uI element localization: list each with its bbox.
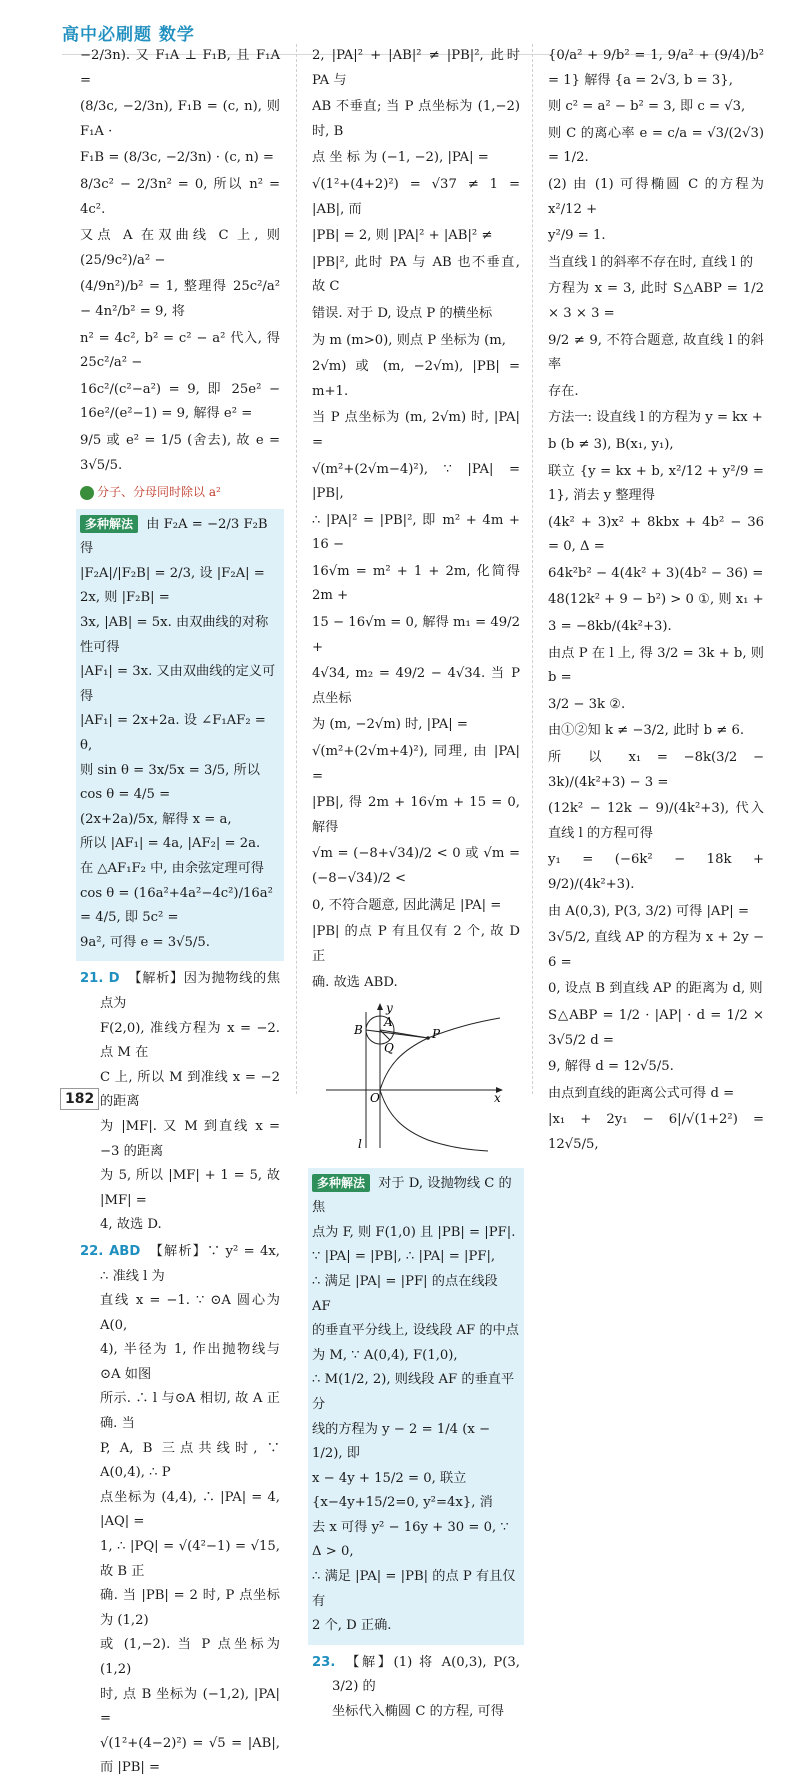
- text-line: 对于 D, 设抛物线 C 的焦: [312, 1175, 512, 1216]
- text-line: 0, 设点 B 到直线 AP 的距离为 d, 则: [548, 981, 763, 997]
- question-number: 23.: [312, 1654, 336, 1670]
- text-line: |AF₁| = 2x+2a. 设 ∠F₁AF₂ = θ,: [80, 713, 266, 754]
- text-line: |AF₁| = 3x. 又由双曲线的定义可得: [80, 664, 276, 704]
- book-title: 高中必刷题 数学: [62, 25, 195, 45]
- label-y: y: [386, 1001, 393, 1015]
- text-line: √m = (−8+√34)/2 < 0 或 √m = (−8−√34)/2 <: [312, 846, 520, 886]
- text-line: y²/9 = 1.: [548, 228, 606, 244]
- text-line: 错误. 对于 D, 设点 P 的横坐标: [312, 305, 493, 321]
- solution-22-continued: [312, 44, 520, 996]
- text-line: √(m²+(2√m+4)²), 同理, 由 |PA| =: [312, 744, 520, 784]
- text-line: √(m²+(2√m−4)²), ∵ |PA| = |PB|,: [312, 461, 520, 502]
- point-P: [426, 1036, 430, 1040]
- text-line: 由①②知 k ≠ −3/2, 此时 b ≠ 6.: [548, 723, 745, 739]
- text-line: 2√m) 或 (m, −2√m), |PB| = m+1.: [312, 359, 520, 399]
- text-line: F₁B = (8/3c, −2/3n) · (c, n) =: [80, 150, 274, 166]
- text-line: 所 以 x₁ = −8k(3/2 − 3k)/(4k²+3) − 3 =: [548, 750, 764, 790]
- text-line: ∴ |PA|² = |PB|², 即 m² + 4m + 16 −: [312, 512, 520, 553]
- lightbulb-icon: [80, 486, 94, 500]
- text-line: 的垂直平分线上, 设线段 AF 的中点: [312, 1323, 519, 1339]
- text-line: 3√5/2, 直线 AP 的方程为 x + 2y − 6 =: [548, 930, 764, 970]
- text-line: {0/a² + 9/b² = 1, 9/a² + (9/4)/b² = 1} 解得 {a = 2√3, b = 3},: [548, 48, 764, 88]
- question-23: [312, 1651, 520, 1725]
- text-line: 4√34, m₂ = 49/2 − 4√34. 当 P 点坐标: [312, 666, 520, 706]
- text-line: 或 (1,−2). 当 P 点坐标为 (1,2): [100, 1637, 280, 1677]
- label-B: B: [354, 1022, 363, 1037]
- text-line: 【解析】∵ y² = 4x, ∴ 准线 l 为: [100, 1243, 280, 1284]
- text-line: |PB|², 此时 PA 与 AB 也不垂直, 故 C: [312, 254, 520, 295]
- text-line: ∴ 满足 |PA| = |PB| 的点 P 有且仅有: [312, 1569, 516, 1609]
- text-line: 3x, |AB| = 5x. 由双曲线的对称性可得: [80, 615, 269, 655]
- text-line: |PB| 的点 P 有且仅有 2 个, 故 D 正: [312, 924, 520, 964]
- column-divider: [296, 44, 297, 1094]
- text-line: 去 x 可得 y² − 16y + 30 = 0, ∵ Δ > 0,: [312, 1519, 509, 1560]
- text-line: 9/5 或 e² = 1/5 (舍去), 故 e = 3√5/5.: [80, 432, 280, 473]
- text-line: ∴ M(1/2, 2), 则线段 AF 的垂直平分: [312, 1372, 515, 1412]
- column-3: [548, 44, 764, 1160]
- text-line: 9, 解得 d = 12√5/5.: [548, 1059, 674, 1075]
- text-line: 3/2 − 3k ②.: [548, 696, 626, 712]
- solution-23-continued: [548, 44, 764, 1158]
- text-line: AB 不垂直; 当 P 点坐标为 (1,−2) 时, B: [312, 99, 520, 139]
- text-line: √(1²+(4−2)²) = √5 = |AB|, 而 |PB| =: [100, 1735, 280, 1776]
- question-21: [80, 967, 280, 1238]
- column-2: [312, 44, 520, 1727]
- hint-text: 分子、分母同时除以 a²: [97, 485, 221, 500]
- text-line: 当直线 l 的斜率不存在时, 直线 l 的: [548, 254, 754, 270]
- page-number: 182: [60, 1088, 99, 1110]
- text-line: 【解】(1) 将 A(0,3), P(3, 3/2) 的: [332, 1654, 520, 1695]
- text-line: F(2,0), 准线方程为 x = −2. 点 M 在: [100, 1020, 280, 1061]
- parabola-figure: [318, 1002, 508, 1152]
- text-line: 16c²/(c²−a²) = 9, 即 25e² − 16e²/(e²−1) = 9, 解得 e² =: [80, 381, 280, 422]
- text-line: 2 个, D 正确.: [312, 1618, 392, 1634]
- text-line: 15 − 16√m = 0, 解得 m₁ = 49/2 +: [312, 615, 520, 655]
- text-line: 直线 x = −1. ∵ ⊙A 圆心为 A(0,: [100, 1293, 280, 1333]
- text-line: 0, 不符合题意, 因此满足 |PA| =: [312, 897, 502, 913]
- text-line: (2x+2a)/5x, 解得 x = a,: [80, 811, 232, 827]
- text-line: 48(12k² + 9 − b²) > 0 ①, 则 x₁ +: [548, 592, 764, 608]
- label-O: O: [370, 1090, 380, 1105]
- text-line: |x₁ + 2y₁ − 6|/√(1+2²) = 12√5/5,: [548, 1112, 764, 1152]
- text-line: |PB| = 2, 则 |PA|² + |AB|² ≠: [312, 228, 493, 244]
- alt-method-tag: 多种解法: [80, 515, 138, 533]
- text-line: 8/3c² − 2/3n² = 0, 所以 n² = 4c².: [80, 176, 280, 217]
- text-line: 3 = −8kb/(4k²+3).: [548, 619, 672, 635]
- text-line: 4), 半径为 1, 作出抛物线与⊙A 如图: [100, 1342, 280, 1382]
- text-line: 由 A(0,3), P(3, 3/2) 可得 |AP| =: [548, 903, 749, 919]
- text-line: 则 C 的离心率 e = c/a = √3/(2√3) = 1/2.: [548, 125, 764, 166]
- solution-20-continued: [80, 44, 280, 478]
- text-line: 为 M, ∵ A(0,4), F(1,0),: [312, 1347, 458, 1363]
- text-line: 9/2 ≠ 9, 不符合题意, 故直线 l 的斜率: [548, 332, 764, 373]
- text-line: 【解析】因为抛物线的焦点为: [100, 971, 281, 1011]
- text-line: (2) 由 (1) 可得椭圆 C 的方程为 x²/12 +: [548, 176, 764, 217]
- parabola-circle-figure: [318, 1002, 520, 1162]
- text-line: 存在.: [548, 383, 579, 399]
- label-x: x: [494, 1090, 501, 1105]
- text-line: 1, ∴ |PQ| = √(4²−1) = √15, 故 B 正: [100, 1539, 280, 1579]
- text-line: |F₂A|/|F₂B| = 2/3, 设 |F₂A| = 2x, 则 |F₂B| =: [80, 565, 265, 606]
- text-line: 9a², 可得 e = 3√5/5.: [80, 934, 210, 950]
- text-line: 方法一: 设直线 l 的方程为 y = kx +: [548, 410, 763, 426]
- text-line: (8/3c, −2/3n), F₁B = (c, n), 则 F₁A ·: [80, 99, 280, 139]
- alt-method-body: [312, 1176, 519, 1634]
- parabola-lower: [380, 1090, 488, 1151]
- text-line: y₁ = (−6k² − 18k + 9/2)/(4k²+3).: [548, 852, 764, 892]
- alt-method-box: [76, 509, 284, 962]
- text-line: 当 P 点坐标为 (m, 2√m) 时, |PA| =: [312, 410, 520, 450]
- text-line: cos θ = (16a²+4a²−4c²)/16a² = 4/5, 即 5c² =: [80, 885, 273, 926]
- text-line: 点坐标为 (4,4), ∴ |PA| = 4, |AQ| =: [100, 1489, 280, 1530]
- text-line: n² = 4c², b² = c² − a² 代入, 得 25c²/a² −: [80, 330, 280, 371]
- text-line: 点 坐 标 为 (−1, −2), |PA| =: [312, 150, 489, 166]
- text-line: 在 △AF₁F₂ 中, 由余弦定理可得: [80, 861, 264, 876]
- question-22-body: [100, 1244, 280, 1775]
- text-line: 为 m (m>0), 则点 P 坐标为 (m,: [312, 332, 506, 348]
- text-line: 由 F₂A = −2/3 F₂B 得: [80, 516, 268, 557]
- y-axis-arrow: [377, 1003, 383, 1010]
- text-line: 线的方程为 y − 2 = 1/4 (x − 1/2), 即: [312, 1421, 491, 1462]
- text-line: x − 4y + 15/2 = 0, 联立 {x−4y+15/2=0, y²=4x}, 消: [312, 1470, 493, 1511]
- text-line: 所以 |AF₁| = 4a, |AF₂| = 2a.: [80, 836, 261, 852]
- text-line: 所示. ∴ l 与⊙A 相切, 故 A 正确. 当: [100, 1391, 280, 1432]
- text-line: 联立 {y = kx + b, x²/12 + y²/9 = 1}, 消去 y 整理得: [548, 463, 764, 504]
- text-line: −2/3n). 又 F₁A ⊥ F₁B, 且 F₁A =: [80, 48, 280, 88]
- label-l: l: [358, 1136, 362, 1151]
- text-line: 时, 点 B 坐标为 (−1,2), |PA| =: [100, 1686, 280, 1727]
- text-line: 则 c² = a² − b² = 3, 即 c = √3,: [548, 99, 746, 115]
- text-line: 为 5, 所以 |MF| + 1 = 5, 故 |MF| =: [100, 1168, 280, 1208]
- question-21-body: [100, 971, 280, 1232]
- text-line: 16√m = m² + 1 + 2m, 化简得 2m +: [312, 563, 520, 604]
- text-line: S△ABP = 1/2 · |AP| · d = 1/2 × 3√5/2 d =: [548, 1007, 764, 1048]
- text-line: 2, |PA|² + |AB|² ≠ |PB|², 此时 PA 与: [312, 48, 520, 88]
- hint-note: [80, 480, 280, 505]
- text-line: |PB|, 得 2m + 16√m + 15 = 0, 解得: [312, 795, 520, 835]
- text-line: 为 (m, −2√m) 时, |PA| =: [312, 717, 468, 733]
- text-line: ∴ 满足 |PA| = |PF| 的点在线段 AF: [312, 1273, 498, 1314]
- text-line: 方程为 x = 3, 此时 S△ABP = 1/2 × 3 × 3 =: [548, 281, 764, 321]
- label-A: A: [384, 1014, 393, 1029]
- text-line: ∵ |PA| = |PB|, ∴ |PA| = |PF|,: [312, 1249, 496, 1265]
- text-line: b (b ≠ 3), B(x₁, y₁),: [548, 436, 674, 452]
- text-line: 又点 A 在双曲线 C 上, 则 (25/9c²)/a² −: [80, 228, 280, 268]
- text-line: 由点到直线的距离公式可得 d =: [548, 1085, 735, 1101]
- label-Q: Q: [384, 1040, 394, 1055]
- text-line: 由点 P 在 l 上, 得 3/2 = 3k + b, 则 b =: [548, 645, 764, 686]
- alt-method-body: [80, 517, 275, 950]
- alt-method-tag: 多种解法: [312, 1174, 370, 1192]
- text-line: C 上, 所以 M 到准线 x = −2 的距离: [100, 1069, 280, 1110]
- text-line: 点为 F, 则 F(1,0) 且 |PB| = |PF|.: [312, 1224, 516, 1240]
- text-line: 确. 当 |PB| = 2 时, P 点坐标为 (1,2): [100, 1588, 280, 1628]
- text-line: √(1²+(4+2)²) = √37 ≠ 1 = |AB|, 而: [312, 176, 520, 217]
- text-line: P, A, B 三点共线时, ∵ A(0,4), ∴ P: [100, 1440, 280, 1481]
- column-1: [80, 44, 280, 1783]
- column-divider: [532, 44, 533, 1094]
- text-line: 为 |MF|. 又 M 到直线 x = −3 的距离: [100, 1118, 280, 1159]
- question-22: [80, 1240, 280, 1781]
- text-line: (4k² + 3)x² + 8kbx + 4b² − 36 = 0, Δ =: [548, 514, 764, 555]
- question-number: 22. ABD: [80, 1243, 141, 1259]
- text-line: 确. 故选 ABD.: [312, 975, 398, 991]
- text-line: (4/9n²)/b² = 1, 整理得 25c²/a² − 4n²/b² = 9, 将: [80, 279, 280, 319]
- text-line: 坐标代入椭圆 C 的方程, 可得: [332, 1704, 504, 1720]
- text-line: (12k² − 12k − 9)/(4k²+3), 代入直线 l 的方程可得: [548, 801, 764, 841]
- question-23-body: [332, 1655, 520, 1719]
- text-line: 则 sin θ = 3x/5x = 3/5, 所以 cos θ = 4/5 =: [80, 762, 260, 803]
- question-number: 21. D: [80, 971, 120, 987]
- label-P: P: [432, 1026, 441, 1041]
- text-line: 64k²b² − 4(4k² + 3)(4b² − 36) =: [548, 565, 764, 581]
- alt-method-box: [308, 1168, 524, 1645]
- text-line: 4, 故选 D.: [100, 1217, 162, 1233]
